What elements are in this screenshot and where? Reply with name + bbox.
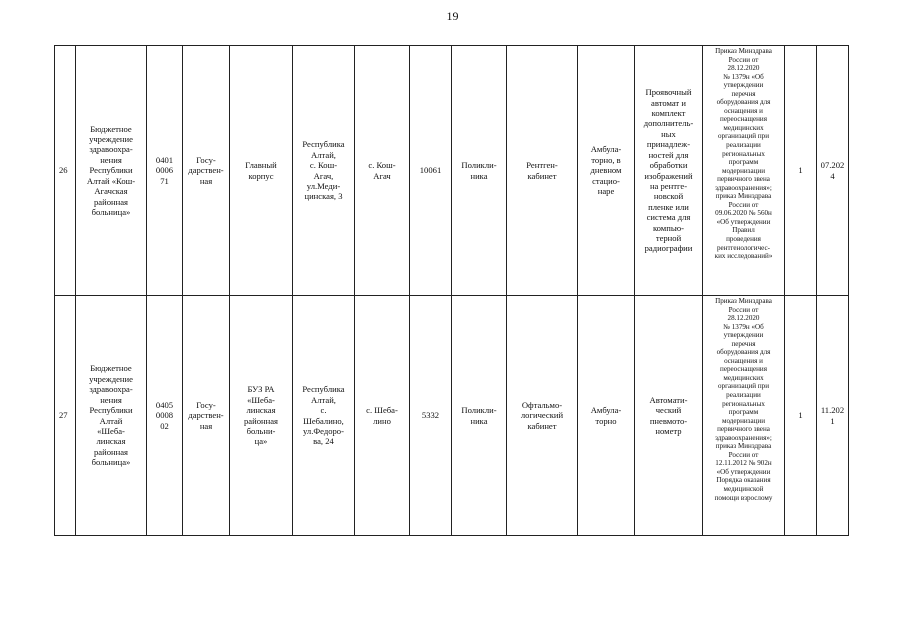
table-row [55,296,849,536]
department-cell: Офтальмо- логический кабинет [507,296,578,536]
normative-cell: Приказ Минздрава России от 28.12.2020 № 1379н «Об утверждении перечня оборудования для оснащения и переоснащения медицинских организаций при реализации региональных программ модернизации первичного звена здравоохранения»; приказ Минздрава России от 09.06.2020 № 560н «Об утверждении Правил проведения рентгенологичес- ких исследований» [703,46,785,296]
table-row [55,46,849,296]
date-cell: 07.2024 [817,46,849,296]
ogrn-cell: 0401 0006 71 [147,46,183,296]
date-cell: 11.2021 [817,296,849,536]
facility-type-cell: Поликли- ника [452,46,507,296]
organization-cell: Бюджетное учреждение здравоохра- нения Республики Алтай «Кош- Агачская районная больница» [76,46,147,296]
building-cell: БУЗ РА «Шеба- линская районная больни- ца» [230,296,293,536]
row-number: 27 [55,296,76,536]
ogrn-cell: 0405 0008 02 [147,296,183,536]
equipment-cell: Автомати- ческий пневмото- нометр [635,296,703,536]
department-cell: Рентген- кабинет [507,46,578,296]
facility-type-cell: Поликли- ника [452,296,507,536]
page-number: 19 [446,9,459,23]
care-condition-cell: Амбула- торно, в дневном стацио- наре [578,46,635,296]
population-cell: 10061 [410,46,452,296]
settlement-cell: с. Кош- Агач [355,46,410,296]
registry-table [54,45,849,536]
address-cell: Республика Алтай, с. Кош- Агач, ул.Меди- цинская, 3 [293,46,355,296]
ownership-cell: Госу- дарствен- ная [183,296,230,536]
normative-cell: Приказ Минздрава России от 28.12.2020 № 1379н «Об утверждении перечня оборудования для оснащения и переоснащения медицинских организаций при реализации региональных программ модернизации первичного звена здравоохранения»; приказ Минздрава России от 12.11.2012 № 902н «Об утверждении Порядка оказания медицинской помощи взрослому [703,296,785,536]
settlement-cell: с. Шеба- лино [355,296,410,536]
building-cell: Главный корпус [230,46,293,296]
ownership-cell: Госу- дарствен- ная [183,46,230,296]
organization-cell: Бюджетное учреждение здравоохра- нения Республики Алтай «Шеба- линская районная больница» [76,296,147,536]
care-condition-cell: Амбула- торно [578,296,635,536]
row-number: 26 [55,46,76,296]
population-cell: 5332 [410,296,452,536]
address-cell: Республика Алтай, с. Шебалино, ул.Федоро- ва, 24 [293,296,355,536]
quantity-cell: 1 [785,296,817,536]
quantity-cell: 1 [785,46,817,296]
equipment-cell: Проявочный автомат и комплект дополнитель- ных принадлеж- ностей для обработки изображений на рентге- новской пленке или система для компью- терной радиографии [635,46,703,296]
